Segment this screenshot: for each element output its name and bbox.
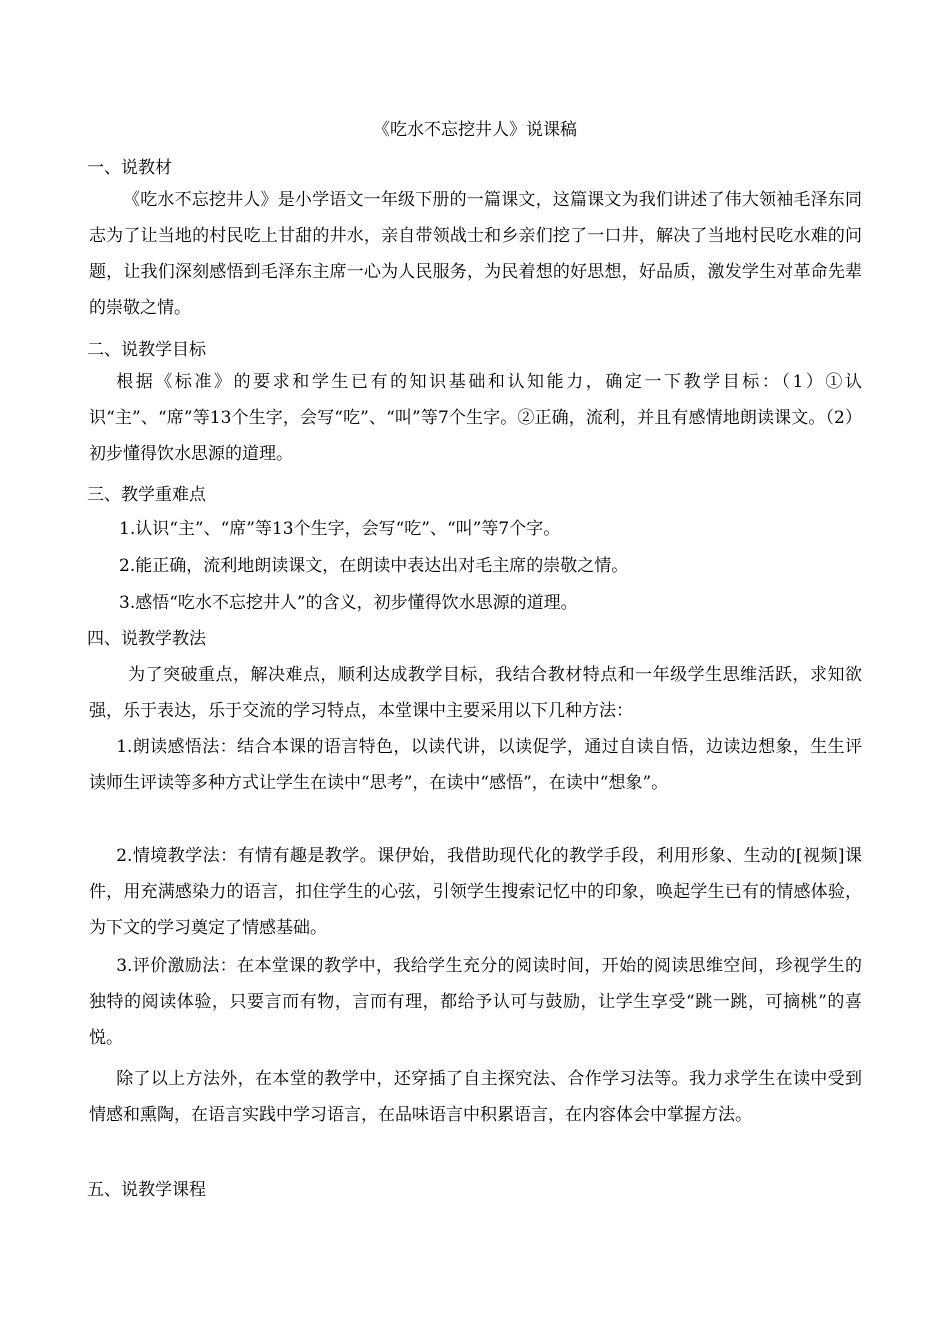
paragraph-method-evaluation: 3.评价激励法：在本堂课的教学中，我给学生充分的阅读时间，开始的阅读思维空间，珍视学生的独特的阅读体验，只要言而有物，言而有理，都给予认可与鼓励，让学生享受“跳一跳，可摘桃”的喜悦。 — [89, 956, 862, 1048]
paragraph-methods-extra: 除了以上方法外，在本堂的教学中，还穿插了自主探究法、合作学习法等。我力求学生在读中受到情感和熏陶，在语言实践中学习语言，在品味语言中积累语言，在内容体会中掌握方法。 — [89, 1069, 862, 1125]
section-heading-key-points: 三、教学重难点 — [87, 485, 206, 505]
paragraph-method-reading: 1.朗读感悟法：结合本课的语言特色，以读代讲，以读促学，通过自读自悟，边读边想象，生生评读师生评读等多种方式让学生在读中“思考”，在读中“感悟”，在读中“想象”。 — [89, 737, 862, 793]
key-point-item: 1.认识“主”、“席”等13个生字，会写“吃”、“叫”等7个字。 — [119, 519, 561, 539]
section-heading-methods: 四、说教学教法 — [87, 629, 206, 649]
paragraph-methods-intro: 为了突破重点，解决难点，顺利达成教学目标，我结合教材特点和一年级学生思维活跃，求知欲强，乐于表达，乐于交流的学习特点，本堂课中主要采用以下几种方法： — [89, 665, 862, 721]
section-heading-textbook: 一、说教材 — [87, 158, 172, 178]
section-heading-objectives: 二、说教学目标 — [87, 340, 206, 360]
key-point-item: 3.感悟“吃水不忘挖井人”的含义，初步懂得饮水思源的道理。 — [119, 593, 578, 613]
paragraph-textbook: 《吃水不忘挖井人》是小学语文一年级下册的一篇课文，这篇课文为我们讲述了伟大领袖毛泽东同志为了让当地的村民吃上甘甜的井水，亲自带领战士和乡亲们挖了一口井，解决了当地村民吃水难的问题，让我们深刻感悟到毛泽东主席一心为人民服务，为民着想的好思想，好品质，激发学生对革命先辈的崇敬之情。 — [89, 190, 862, 318]
section-heading-process: 五、说教学课程 — [87, 1180, 206, 1200]
paragraph-method-situational: 2.情境教学法：有情有趣是教学。课伊始，我借助现代化的教学手段，利用形象、生动的[视频]课件，用充满感染力的语言，扣住学生的心弦，引领学生搜索记忆中的印象，唤起学生已有的情感体验，为下文的学习奠定了情感基础。 — [89, 846, 862, 938]
key-point-item: 2.能正确，流利地朗读课文，在朗读中表达出对毛主席的崇敬之情。 — [119, 556, 629, 576]
paragraph-objectives: 根据《标准》的要求和学生已有的知识基础和认知能力，确定一下教学目标：（1）①认识“主”、“席”等13个生字，会写“吃”、“叫”等7个生字。②正确，流利，并且有感情地朗读课文。（2）初步懂得饮水思源的道理。 — [89, 372, 862, 464]
document-title: 《吃水不忘挖井人》说课稿 — [373, 120, 577, 140]
